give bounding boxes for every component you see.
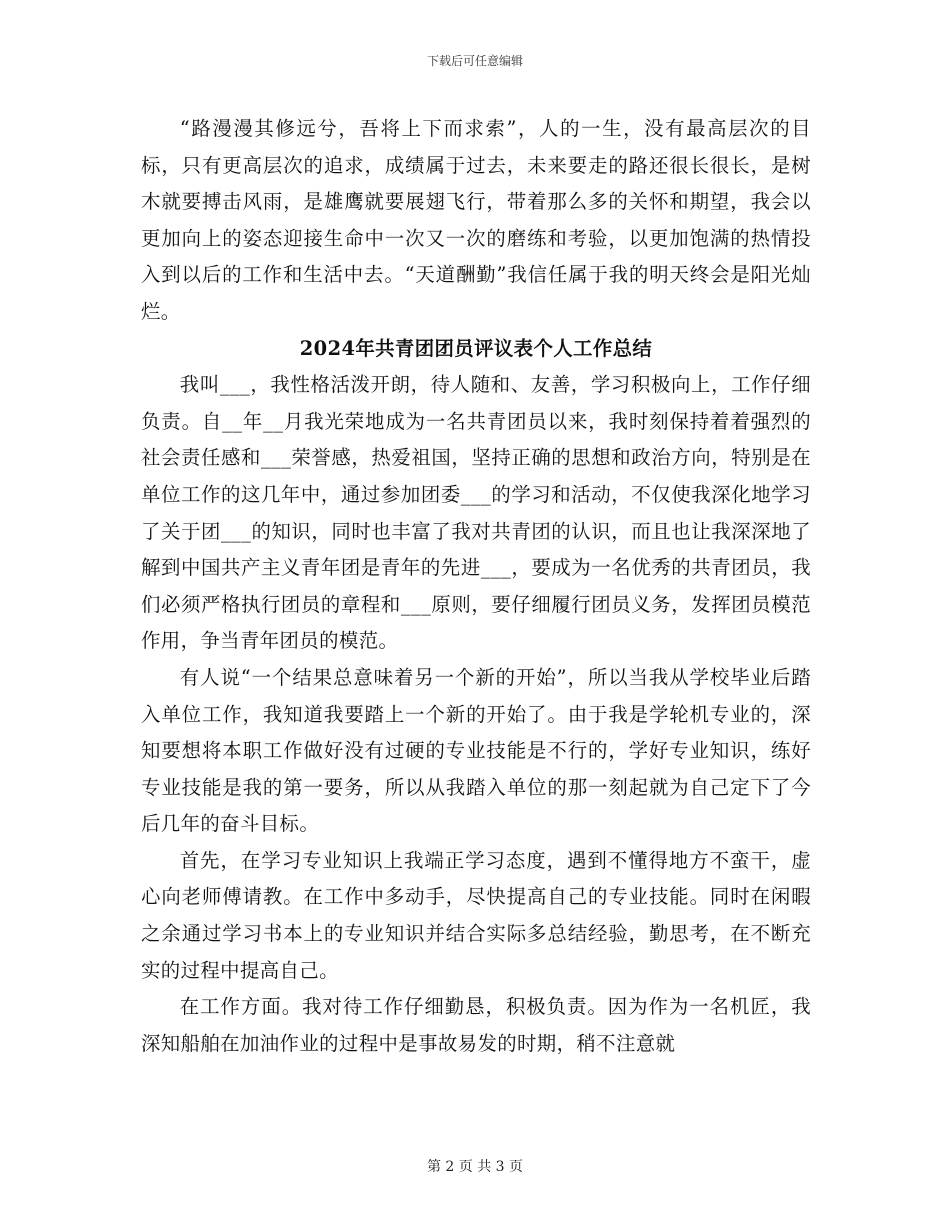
page-header: 下载后可任意编辑 xyxy=(426,54,523,68)
page-number: 第 2 页 共 3 页 xyxy=(426,1159,524,1175)
body-paragraph-4: 在工作方面。我对待工作仔细勤恳，积极负责。因为作为一名机匠，我深知船舶在加油作业的过程中是事故易发的时期，稍不注意就 xyxy=(141,995,811,1055)
body-paragraph-3: 首先，在学习专业知识上我端正学习态度，遇到不懂得地方不蛮干，虚心向老师傅请教。在工作中多动手，尽快提高自己的专业技能。同时在闲暇之余通过学习书本上的专业知识并结合实际多总结经验，勤思考，在不断充实的过程中提高自己。 xyxy=(141,848,811,982)
document-body xyxy=(141,111,811,1062)
body-paragraph-2: 有人说“一个结果总意味着另一个新的开始”，所以当我从学校毕业后踏入单位工作，我知道我要踏上一个新的开始了。由于我是学轮机专业的，深知要想将本职工作做好没有过硬的专业技能是不行的，学好专业知识，练好专业技能是我的第一要务，所以从我踏入单位的那一刻起就为自己定下了今后几年的奋斗目标。 xyxy=(141,665,811,836)
section-title: 2024年共青团团员评议表个人工作总结 xyxy=(299,336,653,360)
intro-paragraph: “路漫漫其修远兮，吾将上下而求索”，人的一生，没有最高层次的目标，只有更高层次的追求，成绩属于过去，未来要走的路还很长很长，是树木就要搏击风雨，是雄鹰就要展翅飞行，带着那么多的关怀和期望，我会以更加向上的姿态迎接生命中一次又一次的磨练和考验，以更加饱满的热情投入到以后的工作和生活中去。“天道酬勤”我信任属于我的明天终会是阳光灿烂。 xyxy=(141,117,811,323)
body-paragraph-1: 我叫___，我性格活泼开朗，待人随和、友善，学习积极向上，工作仔细负责。自__年__月我光荣地成为一名共青团员以来，我时刻保持着着强烈的社会责任感和___荣誉感，热爱祖国，坚持正确的思想和政治方向，特别是在单位工作的这几年中，通过参加团委___的学习和活动，不仅使我深化地学习了关于团___的知识，同时也丰富了我对共青团的认识，而且也让我深深地了解到中国共产主义青年团是青年的先进___，要成为一名优秀的共青团员，我们必须严格执行团员的章程和___原则，要仔细履行团员义务，发挥团员模范作用，争当青年团员的模范。 xyxy=(141,373,811,653)
